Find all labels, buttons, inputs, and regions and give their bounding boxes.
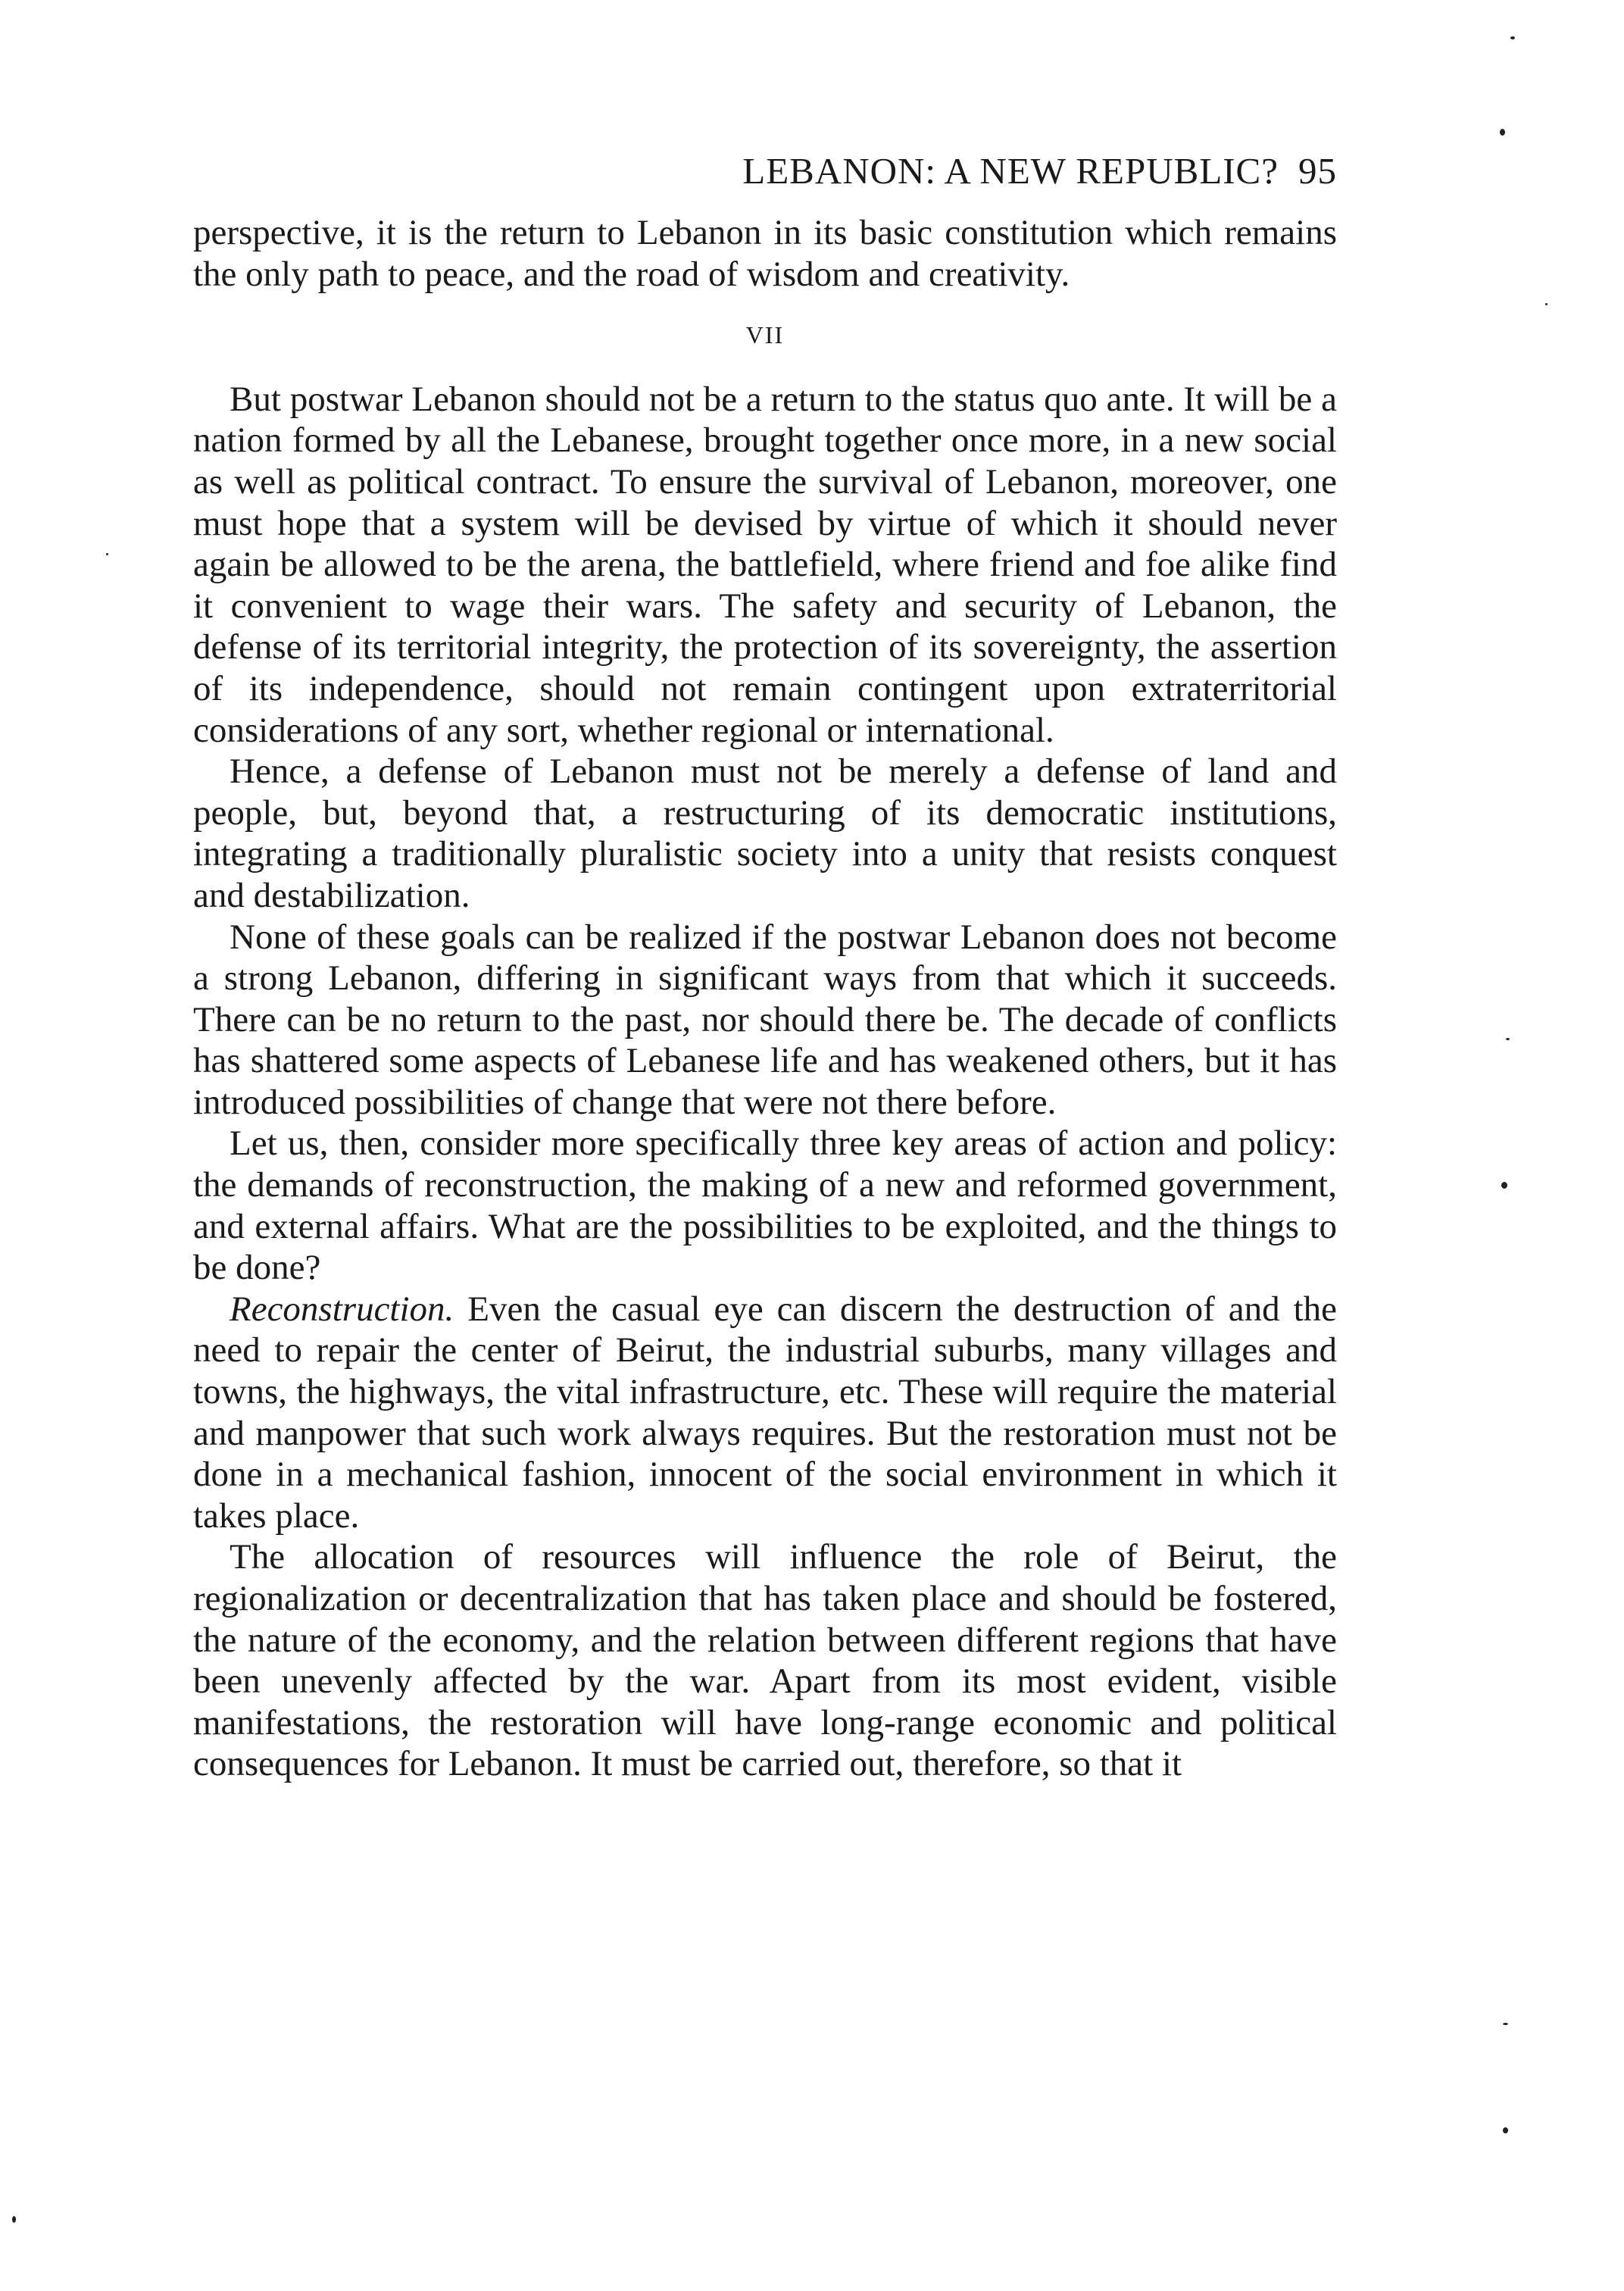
scan-speck	[1500, 129, 1505, 136]
running-head	[193, 148, 1337, 194]
book-page	[193, 148, 1337, 1785]
scan-speck	[12, 2216, 16, 2223]
paragraph: The allocation of resources will influence the role of Beirut, the regionalization or decentralization that has taken place and should be fostered, the nature of the economy, and the relation between different regions that have been unevenly affected by the war. Apart from its most evident, visible manifestations, the restoration will have long-range economic and political consequences for Lebanon. It must be carried out, therefore, so that it	[193, 1537, 1337, 1784]
scan-speck	[1503, 2023, 1508, 2025]
running-head-title: LEBANON: A NEW REPUBLIC?	[742, 150, 1279, 192]
paragraph: Let us, then, consider more specifically three key areas of action and policy: the demands of reconstruction, the making of a new and reformed government, and external affairs. What are the possibilities to be exploited, and the things to be done?	[193, 1124, 1337, 1288]
paragraph	[193, 1289, 1337, 1537]
scan-speck	[1501, 1182, 1507, 1189]
paragraph: None of these goals can be realized if the postwar Lebanon does not become a strong Lebanon, differing in significant ways from that which it succeeds. There can be no return to the past, nor should there be. The decade of conflicts has shattered some aspects of Lebanese life and has weakened others, but it has introduced possibilities of change that were not there before.	[193, 917, 1337, 1122]
scan-speck	[1503, 2127, 1508, 2133]
run-in-heading: Reconstruction.	[230, 1289, 454, 1329]
section-heading: VII	[745, 321, 785, 349]
paragraph: But postwar Lebanon should not be a return to the status quo ante. It will be a nation formed by all the Lebanese, brought together once more, in a new social as well as political contract. To ensure the survival of Lebanon, moreover, one must hope that a system will be devised by virtue of which it should never again be allowed to be the arena, the battlefield, where friend and foe alike find it convenient to wage their wars. The safety and security of Lebanon, the defense of its territorial integrity, the protection of its sovereignty, the assertion of its independence, should not remain contingent upon extraterritorial considerations of any sort, whether regional or international.	[193, 379, 1337, 750]
scan-speck	[1510, 36, 1515, 39]
scan-speck	[1506, 1038, 1510, 1040]
body-text	[193, 212, 1337, 1785]
scan-speck	[106, 553, 108, 555]
paragraph: Hence, a defense of Lebanon must not be merely a defense of land and people, but, beyond that, a restructuring of its democratic institutions, integrating a traditionally pluralistic society into a unity that resists conquest and destabilization.	[193, 752, 1337, 915]
continued-paragraph: perspective, it is the return to Lebanon in its basic constitution which remains the only path to peace, and the road of wisdom and creativity.	[193, 213, 1337, 294]
paragraph-text: Even the casual eye can discern the destruction of and the need to repair the center of Beirut, the industrial suburbs, many villages and towns, the highways, the vital infrastructure, etc. These will require the material and manpower that such work always requires. But the restoration must not be done in a mechanical fashion, innocent of the social environment in which it takes place.	[193, 1289, 1337, 1536]
page-number: 95	[1298, 150, 1337, 192]
scan-speck	[1545, 303, 1547, 305]
